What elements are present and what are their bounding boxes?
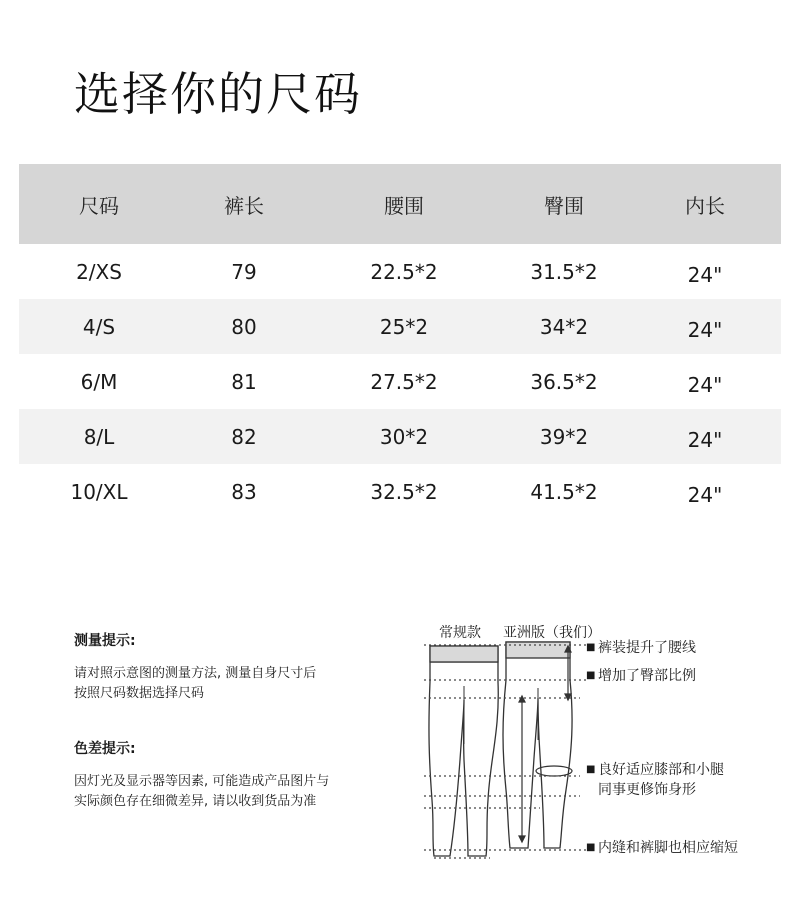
- feature-text: 内缝和裤脚也相应缩短: [598, 840, 738, 856]
- header-length: 裤长: [224, 193, 264, 218]
- asian-leggings-icon: [503, 642, 572, 848]
- bullet-icon: ■: [586, 764, 596, 775]
- table-header: [19, 164, 781, 244]
- color-text: 因灯光及显示器等因素, 可能造成产品图片与 实际颜色存在细微差异, 请以收到货品为准: [74, 774, 330, 809]
- asian-fit-label: 亚洲版（我们）: [503, 625, 601, 641]
- cell-size: 10/XL: [70, 479, 128, 504]
- feature-text: 增加了臀部比例: [598, 668, 696, 684]
- regular-fit-label: 常规款: [439, 625, 481, 641]
- cell-hip: 39*2: [539, 424, 589, 449]
- bullet-icon: ■: [586, 670, 596, 681]
- regular-leggings-icon: [429, 646, 498, 856]
- color-note: [74, 738, 394, 812]
- color-heading: 色差提示:: [74, 741, 136, 757]
- cell-hip: 41.5*2: [530, 479, 598, 504]
- header-inseam: 内长: [685, 193, 725, 218]
- header-waist: 腰围: [384, 193, 424, 218]
- cell-waist: 32.5*2: [370, 479, 438, 504]
- size-table: [19, 164, 781, 519]
- cell-inseam: 24": [687, 317, 723, 342]
- cell-inseam: 24": [687, 482, 723, 507]
- feature-waistline: [586, 638, 696, 658]
- cell-size: 4/S: [82, 314, 116, 339]
- bullet-icon: ■: [586, 642, 596, 653]
- cell-length: 81: [231, 369, 257, 394]
- leggings-diagram: [420, 640, 590, 865]
- table-row: [19, 464, 781, 519]
- cell-length: 83: [231, 479, 257, 504]
- bullet-icon: ■: [586, 842, 596, 853]
- header-hip: 臀围: [544, 193, 584, 218]
- cell-waist: 22.5*2: [370, 259, 438, 284]
- table-row: [19, 409, 781, 464]
- cell-inseam: 24": [687, 262, 723, 287]
- feature-knee: [586, 760, 724, 800]
- header-size: 尺码: [79, 193, 119, 218]
- page-title: 选择你的尺码: [74, 67, 362, 121]
- measure-text: 请对照示意图的测量方法, 测量自身尺寸后 按照尺码数据选择尺码: [74, 666, 317, 701]
- regular-waistband-icon: [430, 646, 498, 662]
- feature-text: 裤装提升了腰线: [598, 640, 696, 656]
- cell-hip: 31.5*2: [530, 259, 598, 284]
- cell-size: 8/L: [83, 424, 115, 449]
- cell-length: 79: [231, 259, 257, 284]
- table-row: [19, 354, 781, 409]
- cell-waist: 30*2: [379, 424, 429, 449]
- measure-note: [74, 630, 394, 704]
- notes-section: [74, 630, 394, 846]
- cell-waist: 25*2: [379, 314, 429, 339]
- feature-text: 良好适应膝部和小腿 同事更修饰身形: [598, 762, 724, 798]
- cell-inseam: 24": [687, 427, 723, 452]
- measure-heading: 测量提示:: [74, 633, 136, 649]
- cell-hip: 36.5*2: [530, 369, 598, 394]
- feature-hip: [586, 666, 696, 686]
- cell-length: 80: [231, 314, 257, 339]
- cell-size: 2/XS: [76, 259, 122, 284]
- cell-inseam: 24": [687, 372, 723, 397]
- feature-inseam: [586, 838, 738, 858]
- cell-waist: 27.5*2: [370, 369, 438, 394]
- table-row: [19, 244, 781, 299]
- cell-hip: 34*2: [539, 314, 589, 339]
- cell-size: 6/M: [80, 369, 118, 394]
- cell-length: 82: [231, 424, 257, 449]
- table-row: [19, 299, 781, 354]
